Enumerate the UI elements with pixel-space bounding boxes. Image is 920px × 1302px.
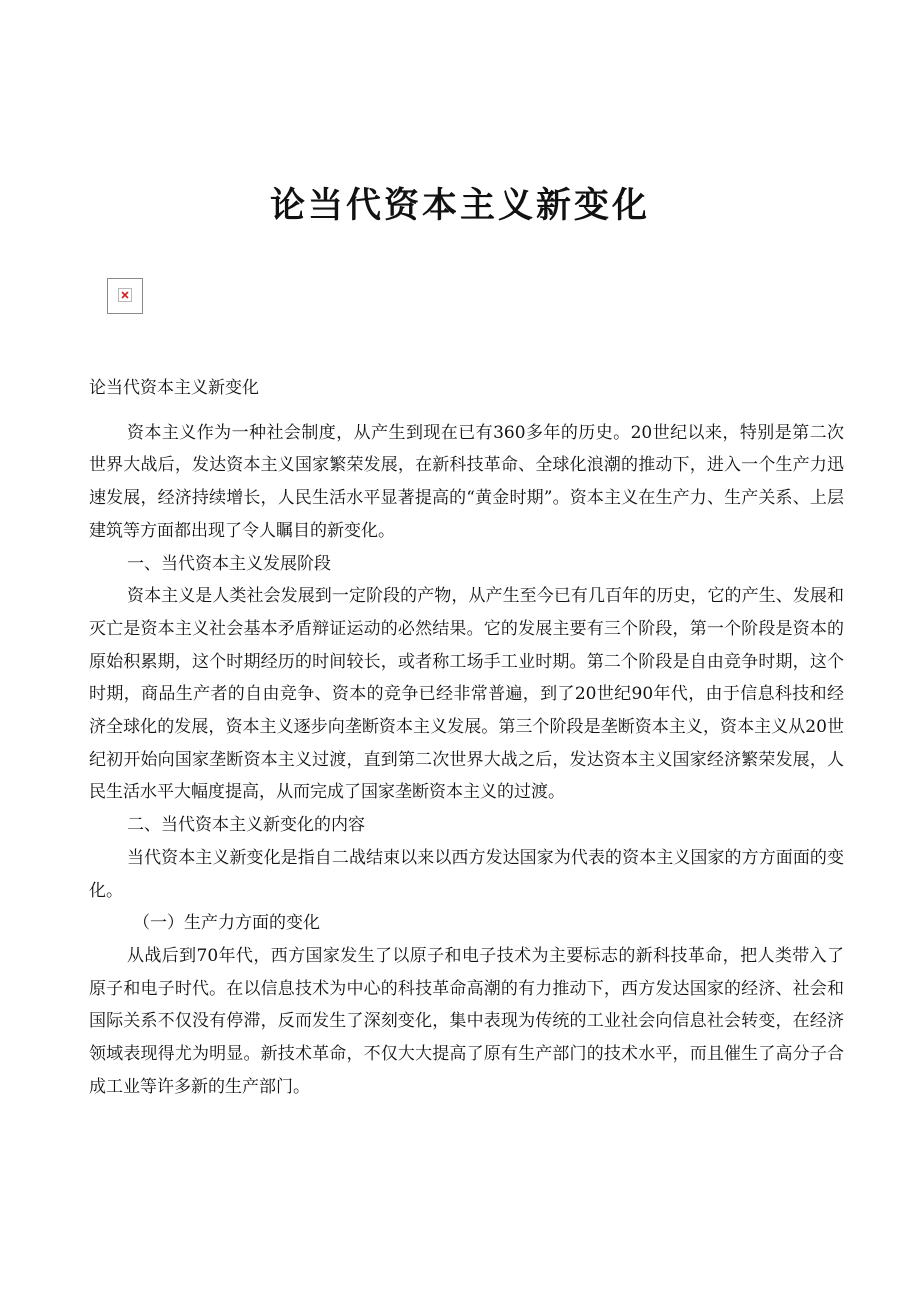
document-subtitle: 论当代资本主义新变化: [89, 378, 259, 398]
section-heading: 二、当代资本主义新变化的内容: [127, 815, 365, 836]
body-paragraph: 从战后到70年代，西方国家发生了以原子和电子技术为主要标志的新科技革命，把人类带入了原子和电子时代。在以信息技术为中心的科技革命高潮的有力推动下，西方发达国家的经济、社会和国际关系不仅没有停滞，反而发生了深刻变化，集中表现为传统的工业社会向信息社会转变，在经济领域表现得尤为明显。新技术革命，不仅大大提高了原有生产部门的技术水平，而且催生了高分子合成工业等许多新的生产部门。: [89, 945, 844, 1097]
document-title: 论当代资本主义新变化: [269, 185, 650, 226]
body-paragraph: 当代资本主义新变化是指自二战结束以来以西方发达国家为代表的资本主义国家的方方面面的变化。: [89, 847, 844, 901]
section-heading: 一、当代资本主义发展阶段: [127, 553, 331, 574]
broken-image-placeholder: [107, 278, 143, 314]
document-body: [89, 372, 844, 1103]
body-paragraph: 资本主义作为一种社会制度，从产生到现在已有360多年的历史。20世纪以来，特别是第二次世界大战后，发达资本主义国家繁荣发展，在新科技革命、全球化浪潮的推动下，进入一个生产力迅速发展，经济持续增长，人民生活水平显著提高的“黄金时期”。资本主义在生产力、生产关系、上层建筑等方面都出现了令人瞩目的新变化。: [89, 422, 844, 541]
broken-image-icon: [118, 288, 132, 302]
subsection-heading: （一）生产力方面的变化: [133, 913, 320, 934]
body-paragraph: 资本主义是人类社会发展到一定阶段的产物，从产生至今已有几百年的历史，它的产生、发展和灭亡是资本主义社会基本矛盾辩证运动的必然结果。它的发展主要有三个阶段，第一个阶段是资本的原始积累期，这个时期经历的时间较长，或者称工场手工业时期。第二个阶段是自由竞争时期，这个时期，商品生产者的自由竞争、资本的竞争已经非常普遍，到了20世纪90年代，由于信息科技和经济全球化的发展，资本主义逐步向垄断资本主义发展。第三个阶段是垄断资本主义，资本主义从20世纪初开始向国家垄断资本主义过渡，直到第二次世界大战之后，发达资本主义国家经济繁荣发展，人民生活水平大幅度提高，从而完成了国家垄断资本主义的过渡。: [89, 586, 844, 803]
